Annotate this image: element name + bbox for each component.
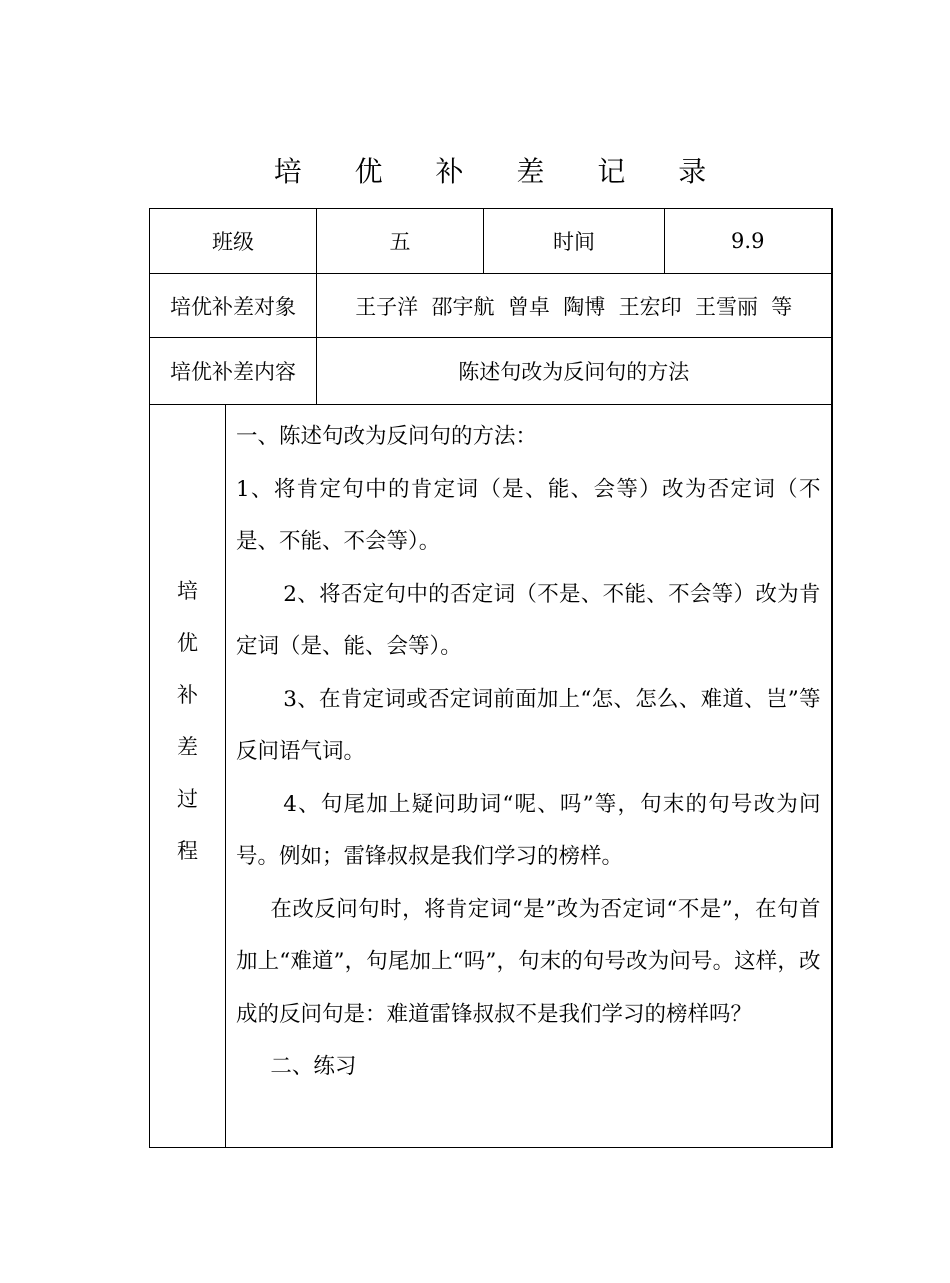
time-label: 时间: [484, 209, 665, 274]
process-label-char: 过: [177, 787, 198, 811]
time-value: 9.9: [665, 209, 832, 274]
process-paragraph: 在改反问句时，将肯定词“是”改为否定词“不是”，在句首加上“难道”，句尾加上“吗”，句末的句号改为问号。这样，改成的反问句是：难道雷锋叔叔不是我们学习的榜样吗？: [236, 896, 821, 1027]
process-label-char: 程: [177, 839, 198, 863]
process-label-char: 优: [177, 631, 198, 655]
content-value: 陈述句改为反问句的方法: [317, 338, 832, 405]
process-paragraph: 二、练习: [270, 1054, 357, 1079]
process-label: [150, 405, 226, 1148]
process-paragraph: 2、将否定句中的否定词（不是、不能、不会等）改为肯定词（是、能、会等）。: [236, 581, 821, 659]
target-value: 王子洋 邵宇航 曾卓 陶博 王宏印 王雪丽 等: [317, 274, 832, 338]
process-row: [150, 405, 832, 1148]
target-label: 培优补差对象: [150, 274, 317, 338]
class-value: 五: [317, 209, 484, 274]
record-table: [149, 208, 833, 1148]
content-row: [150, 338, 832, 405]
process-paragraph: 3、在肯定词或否定词前面加上“怎、怎么、难道、岂”等反问语气词。: [236, 686, 821, 764]
process-paragraph: 4、句尾加上疑问助词“呢、吗”等，句末的句号改为问号。例如；雷锋叔叔是我们学习的榜样。: [236, 791, 821, 869]
process-content: [226, 405, 832, 1148]
process-label-char: 培: [177, 579, 198, 603]
content-label: 培优补差内容: [150, 338, 317, 405]
class-label: 班级: [150, 209, 317, 274]
process-paragraph: 1、将肯定句中的肯定词（是、能、会等）改为否定词（不是、不能、不会等）。: [236, 476, 821, 554]
process-paragraph: 一、陈述句改为反问句的方法：: [236, 424, 538, 449]
target-row: [150, 274, 832, 338]
process-label-char: 补: [177, 683, 198, 707]
page-title: 培 优 补 差 记 录: [273, 155, 729, 188]
class-time-row: [150, 209, 832, 274]
process-label-char: 差: [177, 735, 198, 759]
